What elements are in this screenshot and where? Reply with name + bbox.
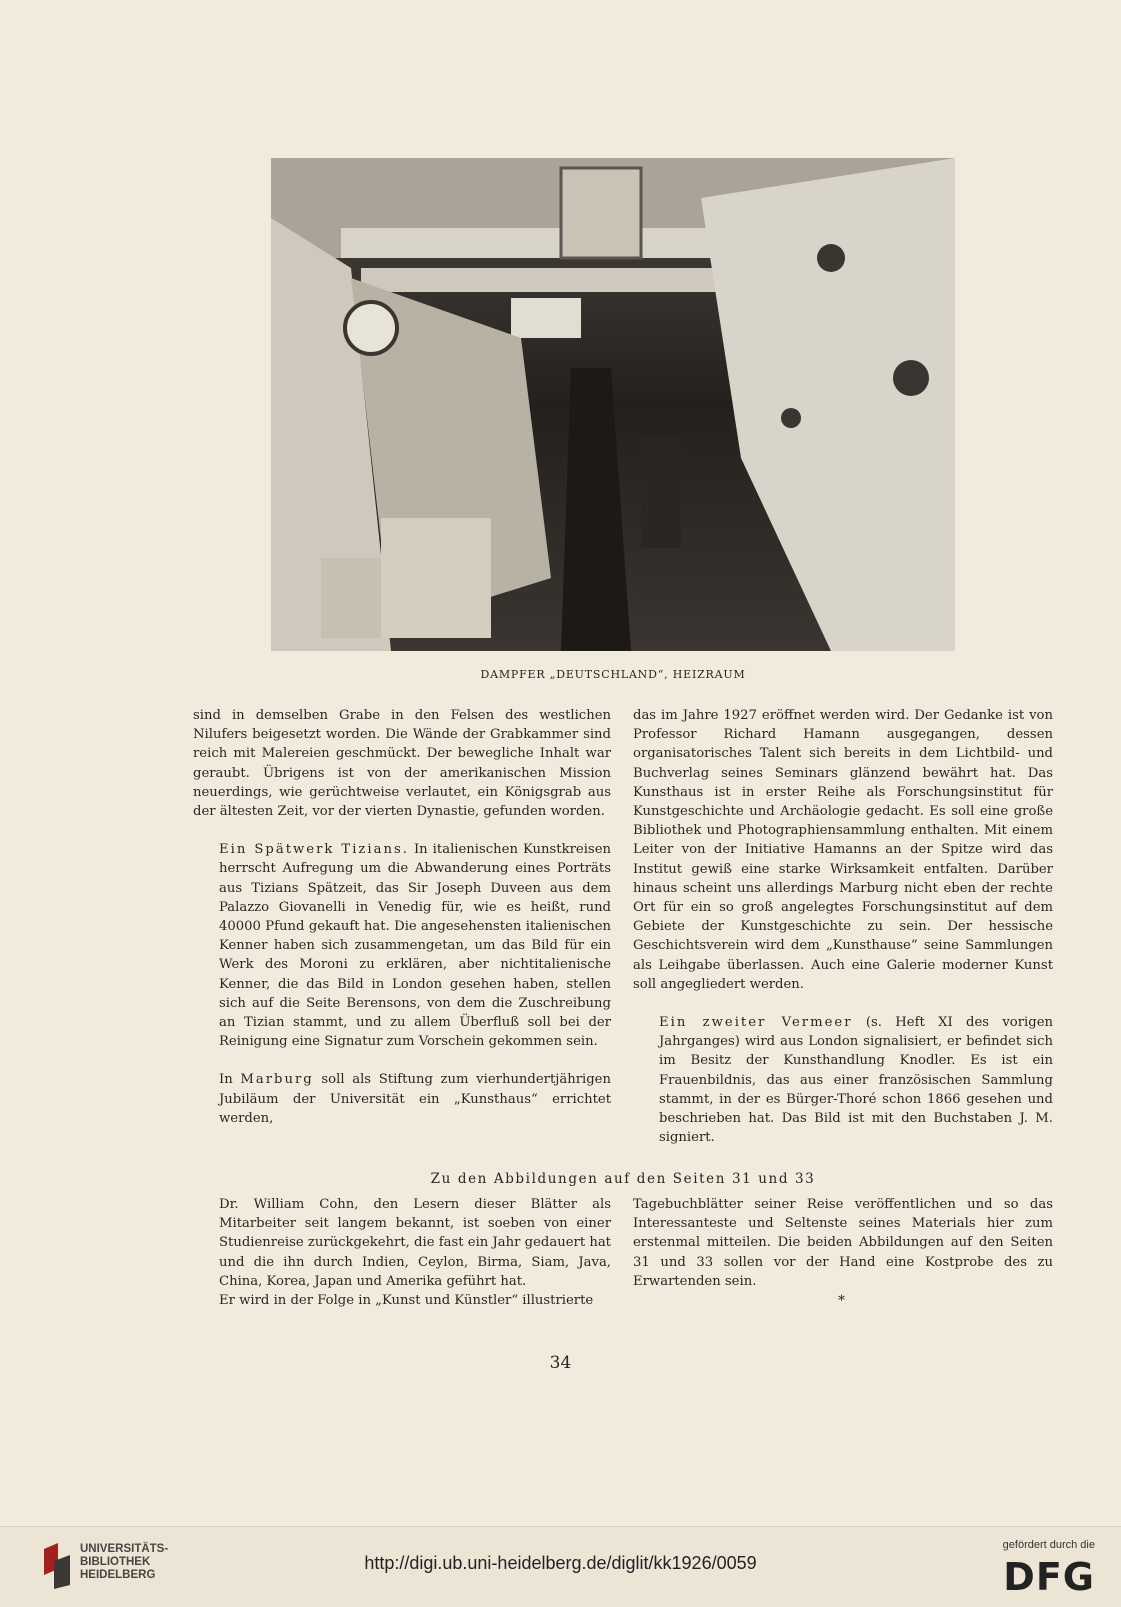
marburg-heading: Marburg	[240, 1072, 314, 1088]
section-left-column	[193, 1195, 611, 1310]
photo-caption: DAMPFER „DEUTSCHLAND“, HEIZRAUM	[480, 668, 746, 681]
paragraph-cohn: Dr. William Cohn, den Lesern dieser Blätter als Mitarbeiter seit langem bekannt, ist soeben von einer Studienreise zurückgekehrt, die fast ein Jahr gedauert hat und die ihn durch Indien, Ceylon, Birma, Siam, Java, China, Korea, Japan und Amerika geführt hat.	[219, 1197, 611, 1289]
article-right-column	[633, 706, 1053, 1147]
page-number: 34	[549, 1353, 572, 1373]
section-end-asterisk: *	[838, 1293, 845, 1309]
library-name-line3: HEIDELBERG	[80, 1569, 156, 1581]
section-heading: Zu den Abbildungen auf den Seiten 31 und 33	[430, 1171, 816, 1187]
tizian-text: In italienischen Kunstkreisen herrscht Aufregung um die Abwanderung eines Porträts aus Tizians Spätzeit, das Sir Joseph Duveen aus dem Palazzo Giovanelli in Venedig für, wie es heißt, rund 40000 Pfund gekauft hat. Die angesehensten italienischen Kenner haben sich zusammengetan, um das Bild für ein Werk des Moroni zu erklären, aber nichtitalienische Kenner, die das Bild in London gesehen haben, stellen sich auf die Seite Berensons, von dem die Zuschreibung an Tizian stammt, und zu allem Überfluß soll bei der Reinigung eine Signatur zum Vorschein gekommen sein.	[219, 842, 611, 1050]
paragraph-tizian	[193, 840, 611, 1051]
funded-by-label: gefördert durch die	[1002, 1539, 1095, 1551]
marburg-intro: In	[219, 1072, 241, 1088]
footer-bar	[0, 1526, 1121, 1607]
vermeer-text: (s. Heft XI des vorigen Jahrganges) wird aus London signalisiert, er befindet sich im Besitz der Kunsthandlung Knodler. Es ist ein Frauenbildnis, das aus einer französischen Sammlung stammt, in der es Bürger-Thoré schon 1866 gesehen und beschrieben hat. Das Bild ist mit den Buchstaben J. M. signiert.	[659, 1015, 1053, 1146]
paragraph-cohn-continued: Er wird in der Folge in „Kunst und Künstler“ illustrierte	[219, 1293, 594, 1309]
paragraph-tagebuch: Tagebuchblätter seiner Reise veröffentlichen und so das Interessanteste und Seltenste seines Materials hier zum erstenmal mitteilen. Die beiden Abbildungen auf den Seiten 31 und 33 sollen vor der Hand eine Kostprobe des zu Erwartenden sein.	[633, 1197, 1053, 1289]
source-url-link[interactable]: http://digi.ub.uni-heidelberg.de/diglit/kk1926/0059	[364, 1553, 757, 1573]
dfg-logo: DFG	[1003, 1555, 1095, 1599]
boiler-room-image	[271, 158, 955, 651]
marburg-text: soll als Stiftung zum vierhundertjährigen Jubiläum der Universität ein „Kunsthaus“ errichtet werden,	[219, 1072, 611, 1126]
tizian-heading: Ein Spätwerk Tizians.	[219, 842, 409, 858]
library-name-line1: UNIVERSITÄTS-	[80, 1543, 169, 1555]
library-name-line2: BIBLIOTHEK	[80, 1556, 151, 1568]
paragraph-kunsthaus: das im Jahre 1927 eröffnet werden wird. Der Gedanke ist von Professor Richard Hamann ausgegangen, dessen organisatorisches Talent sich bereits in dem Lichtbild- und Buchverlag seines Seminars glänzend bewährt hat. Das Kunsthaus ist in erster Reihe als Forschungsinstitut für Kunstgeschichte und Archäologie gedacht. Es soll eine große Bibliothek und Photographiensammlung enthalten. Mit einem Leiter von der Initiative Hamanns an der Spitze wird das Institut gewiß eine starke Wirksamkeit entfalten. Darüber hinaus scheint uns allerdings Marburg nicht eben der rechte Ort für ein so groß angelegtes Forschungsinstitut auf dem Gebiete der Kunstgeschichte zu sein. Der hessische Geschichtsverein wird dem „Kunsthause“ seine Sammlungen als Leihgabe überlassen. Auch eine Galerie moderner Kunst soll angegliedert werden.	[633, 708, 1053, 992]
vermeer-heading: Ein zweiter Vermeer	[659, 1015, 853, 1031]
boiler-room-photo	[271, 158, 955, 651]
article-left-column	[193, 706, 611, 1128]
section-right-column	[633, 1195, 1053, 1291]
paragraph-grave: sind in demselben Grabe in den Felsen des westlichen Nilufers beigesetzt worden. Die Wände der Grabkammer sind reich mit Malereien geschmückt. Der bewegliche Inhalt war geraubt. Übrigens ist von der amerikanischen Mission neuerdings, wie gerüchtweise verlautet, ein Königsgrab aus der ältesten Zeit, vor der vierten Dynastie, gefunden worden.	[193, 708, 611, 820]
paragraph-marburg	[193, 1070, 611, 1128]
paragraph-vermeer	[633, 1013, 1053, 1147]
